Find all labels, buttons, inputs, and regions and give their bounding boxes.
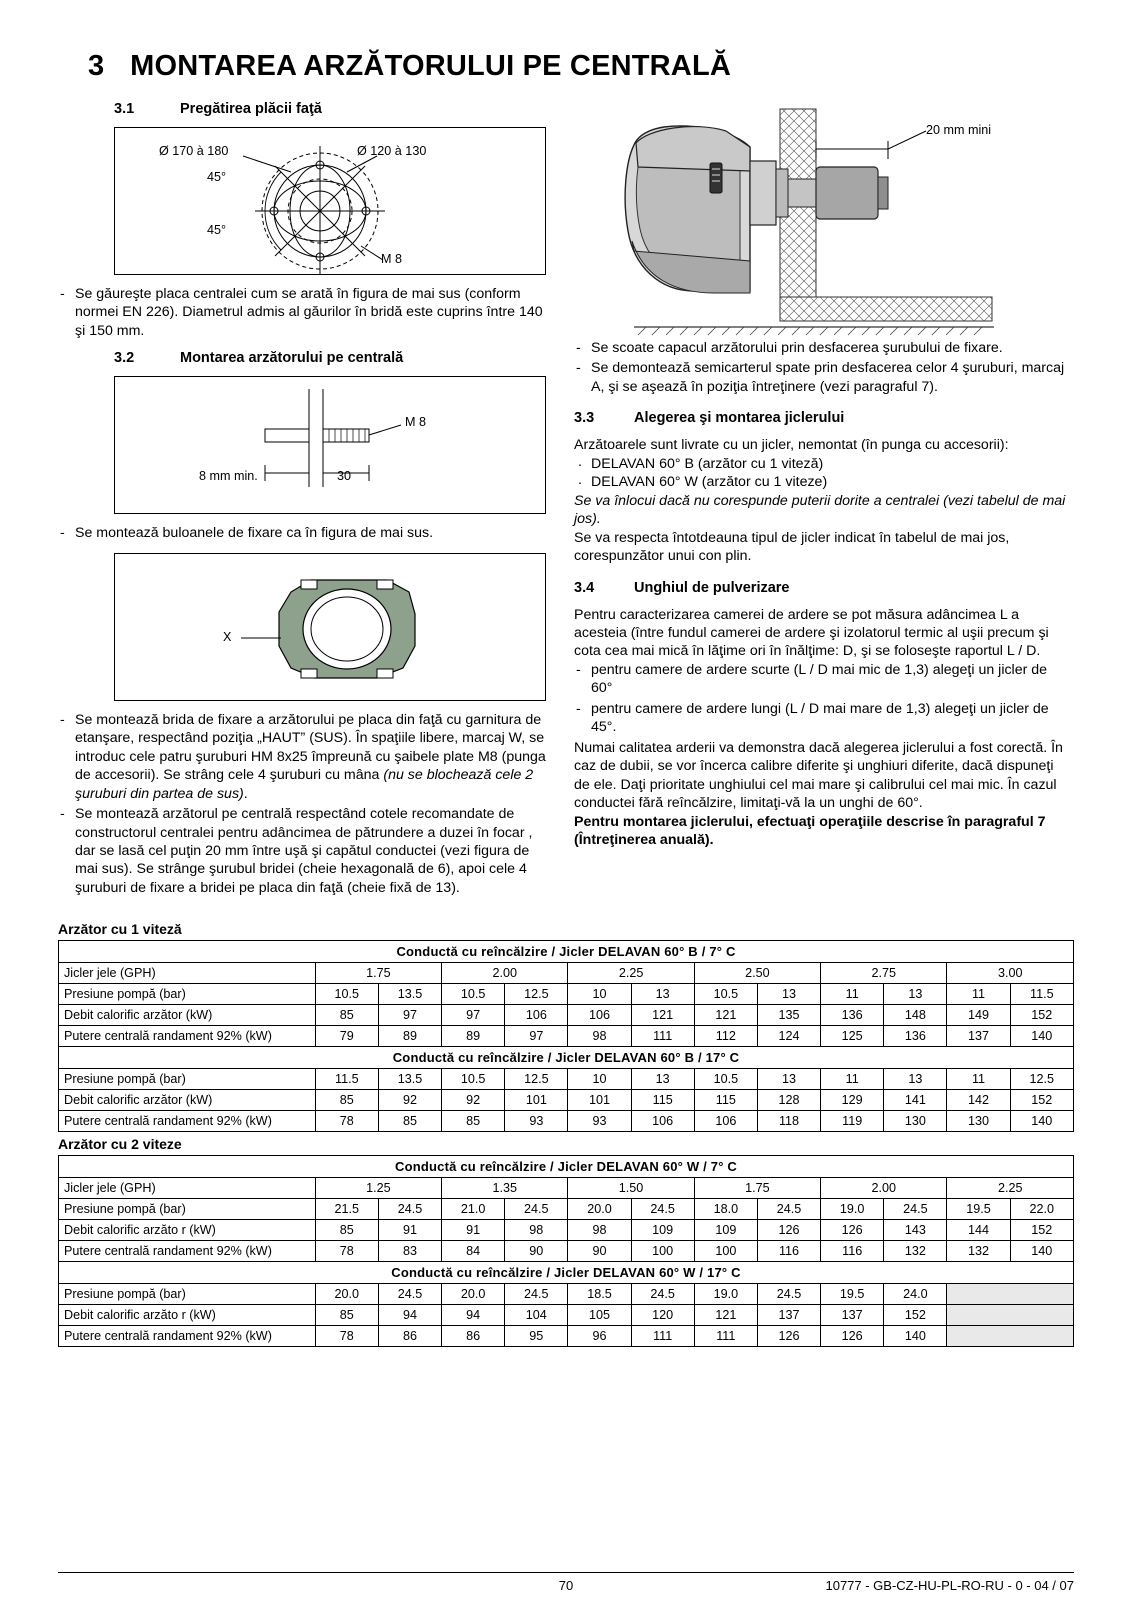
cell: 101 (568, 1090, 631, 1111)
cell: 24.5 (505, 1199, 568, 1220)
cell: 10 (568, 1069, 631, 1090)
table-row (59, 1090, 1074, 1111)
two-column-body (58, 101, 1074, 907)
figure-stud-bolt (114, 376, 546, 514)
cell: 97 (505, 1026, 568, 1047)
cell: 152 (884, 1305, 947, 1326)
cell: 18.0 (694, 1199, 757, 1220)
cell-empty (947, 1284, 1074, 1305)
bullet-remove-cover: - Se scoate capacul arzătorului prin desfacerea şurubului de fixare. (574, 339, 1066, 357)
cell: 109 (631, 1220, 694, 1241)
cell: 126 (821, 1220, 884, 1241)
figure2-label-min: 8 mm min. (199, 469, 258, 484)
table-1a-header: Conductă cu reîncălzire / Jicler DELAVAN 60° B / 7° C (59, 941, 1074, 963)
cell: 20.0 (315, 1284, 378, 1305)
cell: 129 (821, 1090, 884, 1111)
cell: 24.5 (505, 1284, 568, 1305)
cell: 86 (442, 1326, 505, 1347)
section-3-1-number: 3.1 (114, 101, 135, 117)
table-row (59, 1305, 1074, 1326)
figure-flange-drilling (114, 127, 546, 275)
cell: 21.5 (315, 1199, 378, 1220)
cell: 85 (315, 1220, 378, 1241)
cell-empty (947, 1326, 1074, 1347)
cell: 89 (378, 1026, 441, 1047)
table-row-header (59, 1156, 1074, 1178)
bullet-mount-flange-part1: Se montează brida de fixare a arzătorului pe placa din faţă cu garnitura de etanşare, respectând poziţia „HAUT” (SUS). În spaţiile libere, marcaj W, se introduc cele patru şuruburi HM 8x25 împreună cu şaibele plate M8 (punga de accesorii). Se strâng cele 4 şuruburi cu mâna (75, 711, 546, 784)
figure2-label-m8: M 8 (405, 415, 426, 430)
para-nozzle-replace-note: Se va înlocui dacă nu corespunde puterii dorite a centralei (vezi tabelul de mai jos). (574, 492, 1066, 528)
cell: 130 (947, 1111, 1010, 1132)
cell: 1.35 (442, 1178, 568, 1199)
cell: 100 (694, 1241, 757, 1262)
table-burner-1-speed (58, 940, 1074, 1132)
bullet-long-chamber: - pentru camere de ardere lungi (L / D mai mare de 1,3) alegeţi un jicler de 45°. (574, 700, 1066, 737)
nozzle-list (574, 455, 1066, 492)
row-label-debit: Debit calorific arzăto r (kW) (59, 1220, 316, 1241)
left-bullets-1 (58, 285, 546, 340)
left-bullets-3 (58, 711, 546, 898)
cell: 2.25 (947, 1178, 1074, 1199)
cell: 11 (821, 984, 884, 1005)
cell: 19.5 (821, 1284, 884, 1305)
cell: 13 (884, 984, 947, 1005)
row-label-putere: Putere centrală randament 92% (kW) (59, 1111, 316, 1132)
cell: 98 (568, 1220, 631, 1241)
table-row-header (59, 941, 1074, 963)
table-row (59, 1220, 1074, 1241)
cell: 24.5 (757, 1284, 820, 1305)
cell: 96 (568, 1326, 631, 1347)
cell: 115 (631, 1090, 694, 1111)
row-label-jicler: Jicler jele (GPH) (59, 1178, 316, 1199)
cell: 93 (568, 1111, 631, 1132)
cell: 84 (442, 1241, 505, 1262)
row-label-presiune: Presiune pompă (bar) (59, 1069, 316, 1090)
cell: 98 (505, 1220, 568, 1241)
cell: 22.0 (1010, 1199, 1073, 1220)
figure2-label-length: 30 (337, 469, 352, 484)
section-3-2-heading (114, 350, 546, 366)
table-row (59, 1199, 1074, 1220)
section-3-4-title: Unghiul de pulverizare (634, 579, 790, 596)
cell: 12.5 (505, 1069, 568, 1090)
cell: 111 (631, 1026, 694, 1047)
cell: 20.0 (568, 1199, 631, 1220)
cell: 135 (757, 1005, 820, 1026)
para-nozzle-table-note: Se va respecta întotdeauna tipul de jicler indicat în tabelul de mai jos, corespunzător unui con plin. (574, 529, 1010, 565)
cell: 19.0 (694, 1284, 757, 1305)
cell: 18.5 (568, 1284, 631, 1305)
cell: 94 (378, 1305, 441, 1326)
figure1-label-inner-diameter: Ø 120 à 130 (357, 144, 427, 158)
cell: 90 (505, 1241, 568, 1262)
cell: 126 (821, 1326, 884, 1347)
table-row (59, 984, 1074, 1005)
cell: 13 (757, 1069, 820, 1090)
cell: 24.5 (631, 1284, 694, 1305)
cell: 11 (947, 984, 1010, 1005)
table-row (59, 1005, 1074, 1026)
cell: 140 (1010, 1026, 1073, 1047)
cell: 119 (821, 1111, 884, 1132)
cell: 10.5 (694, 984, 757, 1005)
cell: 91 (378, 1220, 441, 1241)
cell: 1.25 (315, 1178, 441, 1199)
table-row-header (59, 1047, 1074, 1069)
table-row (59, 1326, 1074, 1347)
cell-empty (947, 1305, 1074, 1326)
cell: 121 (631, 1005, 694, 1026)
cell: 143 (884, 1220, 947, 1241)
cell: 85 (378, 1111, 441, 1132)
cell: 128 (757, 1090, 820, 1111)
cell: 13.5 (378, 1069, 441, 1090)
cell: 144 (947, 1220, 1010, 1241)
section-3-3-heading (574, 410, 1066, 426)
bullet-mount-flange (58, 711, 546, 803)
cell: 101 (505, 1090, 568, 1111)
cell: 13 (884, 1069, 947, 1090)
cell: 98 (568, 1026, 631, 1047)
cell: 85 (442, 1111, 505, 1132)
bullet-drill-plate: - Se găureşte placa centralei cum se arată în figura de mai sus (conform normei EN 226). Diametrul admis al găurilor în bridă este cuprins între 140 şi 150 mm. (58, 285, 546, 340)
cell: 19.5 (947, 1199, 1010, 1220)
table-row-header (59, 1262, 1074, 1284)
right-column (574, 101, 1066, 907)
cell: 112 (694, 1026, 757, 1047)
table-2a-header: Conductă cu reîncălzire / Jicler DELAVAN 60° W / 7° C (59, 1156, 1074, 1178)
cell: 152 (1010, 1005, 1073, 1026)
row-label-debit: Debit calorific arzător (kW) (59, 1005, 316, 1026)
cell: 85 (315, 1005, 378, 1026)
cell: 2.25 (568, 963, 694, 984)
cell: 24.0 (884, 1284, 947, 1305)
cell: 20.0 (442, 1284, 505, 1305)
row-label-jicler: Jicler jele (GPH) (59, 963, 316, 984)
cell: 10 (568, 984, 631, 1005)
cell: 86 (378, 1326, 441, 1347)
cell: 121 (694, 1005, 757, 1026)
cell: 140 (884, 1326, 947, 1347)
cell: 126 (757, 1326, 820, 1347)
bullet-mount-burner: - Se montează arzătorul pe centrală respectând cotele recomandate de constructorul centralei pentru adâncimea de pătrundere a duzei în focar , dar se lasă cel puţin 20 mm între uşă şi capătul conductei (vezi figura de mai sus). Se strânge şurubul bridei (cheie hexagonală de 6), apoi cele 4 şuruburi de fixare a bridei pe placa din faţă (cheie fixă de 13). (58, 805, 546, 897)
figure-fixing-flange (114, 553, 546, 701)
section-3-3-number: 3.3 (574, 410, 595, 427)
cell: 11.5 (315, 1069, 378, 1090)
cell: 116 (821, 1241, 884, 1262)
para-spray-angle-intro: Pentru caracterizarea camerei de ardere se pot măsura adâncimea L a acesteia (între fundul camerei de ardere şi izolatorul termic al uşii precum şi cota cea mai mică în lăţime ori în înălţime: D, şi se foloseşte raportul L / D. (574, 606, 1049, 660)
cell: 116 (757, 1241, 820, 1262)
cell: 83 (378, 1241, 441, 1262)
cell: 12.5 (1010, 1069, 1073, 1090)
cell: 1.75 (694, 1178, 820, 1199)
row-label-putere: Putere centrală randament 92% (kW) (59, 1326, 316, 1347)
cell: 13 (631, 984, 694, 1005)
cell: 2.00 (821, 1178, 947, 1199)
cell: 121 (694, 1305, 757, 1326)
cell: 78 (315, 1241, 378, 1262)
figure-burner-on-boiler (574, 101, 1066, 351)
bullet-remove-casing: - Se demontează semicarterul spate prin desfacerea celor 4 şuruburi, marcaj A, şi se aşează în poziţia întreţinere (vezi paragraful 7). (574, 359, 1066, 396)
section-3-2-title: Montarea arzătorului pe centrală (180, 350, 404, 367)
cell: 90 (568, 1241, 631, 1262)
cell: 92 (378, 1090, 441, 1111)
cell: 132 (884, 1241, 947, 1262)
table-row (59, 1178, 1074, 1199)
bullet-mount-flange-italic: (nu se blochează cele 2 şuruburi din partea de sus) (75, 767, 534, 802)
cell: 10.5 (442, 984, 505, 1005)
cell: 13 (757, 984, 820, 1005)
cell: 94 (442, 1305, 505, 1326)
cell: 13.5 (378, 984, 441, 1005)
figure1-label-outer-diameter: Ø 170 à 180 (159, 144, 229, 158)
section-3-4-number: 3.4 (574, 579, 595, 596)
figure3-label-x: X (223, 629, 232, 644)
para-combustion-quality: Numai calitatea arderii va demonstra dacă alegerea jiclerului a fost corectă. În caz de dubii, se vor încerca calibre diferite şi unghiuri diferite, dacă dispuneţi de ele. Daţi prioritate unghiului cel mai mare şi calibrului cel mai mic. În cazul conductei fără reîncălzire, limitaţi-vă la un unghi de 60°. (574, 739, 1063, 812)
cell: 137 (757, 1305, 820, 1326)
row-label-debit: Debit calorific arzător (kW) (59, 1090, 316, 1111)
cell: 142 (947, 1090, 1010, 1111)
cell: 89 (442, 1026, 505, 1047)
figure1-label-angle-top: 45° (207, 170, 227, 184)
page-number: 70 (558, 1578, 574, 1593)
cell: 11 (821, 1069, 884, 1090)
table-row (59, 1241, 1074, 1262)
cell: 111 (631, 1326, 694, 1347)
cell: 136 (821, 1005, 884, 1026)
cell: 10.5 (315, 984, 378, 1005)
cell: 97 (442, 1005, 505, 1026)
cell: 105 (568, 1305, 631, 1326)
cell: 10.5 (442, 1069, 505, 1090)
cell: 1.50 (568, 1178, 694, 1199)
chapter-heading (88, 50, 1074, 83)
cell: 115 (694, 1090, 757, 1111)
cell: 24.5 (378, 1284, 441, 1305)
cell: 106 (631, 1111, 694, 1132)
cell: 11.5 (1010, 984, 1073, 1005)
cell: 85 (315, 1305, 378, 1326)
cell: 78 (315, 1111, 378, 1132)
cell: 2.00 (442, 963, 568, 984)
table-1-caption: Arzător cu 1 viteză (58, 921, 182, 938)
table-burner-2-speed (58, 1155, 1074, 1347)
cell: 148 (884, 1005, 947, 1026)
document-reference: 10777 - GB-CZ-HU-PL-RO-RU - 0 - 04 / 07 (825, 1578, 1074, 1593)
cell: 78 (315, 1326, 378, 1347)
cell: 140 (1010, 1241, 1073, 1262)
cell: 137 (821, 1305, 884, 1326)
bullet-mount-flange-part2: . (243, 785, 248, 802)
cell: 104 (505, 1305, 568, 1326)
left-column (58, 101, 546, 907)
nozzle-option-b: . DELAVAN 60° B (arzător cu 1 viteză) (574, 455, 1066, 473)
cell: 13 (631, 1069, 694, 1090)
cell: 118 (757, 1111, 820, 1132)
table-2-caption: Arzător cu 2 viteze (58, 1136, 182, 1153)
cell: 24.5 (378, 1199, 441, 1220)
cell: 132 (947, 1241, 1010, 1262)
bullet-short-chamber: - pentru camere de ardere scurte (L / D mai mic de 1,3) alegeţi un jicler de 60° (574, 661, 1066, 698)
cell: 124 (757, 1026, 820, 1047)
cell: 3.00 (947, 963, 1074, 984)
cell: 1.75 (315, 963, 441, 984)
chapter-title: MONTAREA ARZĂTORULUI PE CENTRALĂ (130, 50, 732, 82)
cell: 91 (442, 1220, 505, 1241)
cell: 136 (884, 1026, 947, 1047)
cell: 130 (884, 1111, 947, 1132)
cell: 109 (694, 1220, 757, 1241)
table-row (59, 1111, 1074, 1132)
chapter-number: 3 (88, 50, 105, 82)
cell: 2.50 (694, 963, 820, 984)
cell: 152 (1010, 1090, 1073, 1111)
para-nozzle-mount-bold: Pentru montarea jiclerului, efectuaţi operaţiile descrise în paragraful 7 (Întreţinerea anuală). (574, 813, 1046, 848)
section-3-1-title: Pregătirea plăcii faţă (180, 101, 322, 117)
table-row (59, 963, 1074, 984)
cell: 152 (1010, 1220, 1073, 1241)
cell: 21.0 (442, 1199, 505, 1220)
table-row (59, 1284, 1074, 1305)
cell: 137 (947, 1026, 1010, 1047)
spray-angle-bullets (574, 661, 1066, 737)
cell: 24.5 (884, 1199, 947, 1220)
section-3-4-heading (574, 580, 1066, 596)
cell: 19.0 (821, 1199, 884, 1220)
para-nozzle-intro: Arzătoarele sunt livrate cu un jicler, nemontat (în punga cu accesorii): (574, 437, 1009, 454)
cell: 149 (947, 1005, 1010, 1026)
table-row (59, 1026, 1074, 1047)
cell: 141 (884, 1090, 947, 1111)
cell: 79 (315, 1026, 378, 1047)
figure1-label-m8: M 8 (381, 252, 402, 266)
cell: 95 (505, 1326, 568, 1347)
cell: 97 (378, 1005, 441, 1026)
row-label-presiune: Presiune pompă (bar) (59, 984, 316, 1005)
row-label-debit: Debit calorific arzăto r (kW) (59, 1305, 316, 1326)
cell: 93 (505, 1111, 568, 1132)
cell: 24.5 (631, 1199, 694, 1220)
cell: 111 (694, 1326, 757, 1347)
cell: 12.5 (505, 984, 568, 1005)
section-3-3-title: Alegerea şi montarea jiclerului (634, 410, 845, 427)
row-label-presiune: Presiune pompă (bar) (59, 1199, 316, 1220)
section-3-2-number: 3.2 (114, 350, 135, 367)
page-footer (58, 1572, 1074, 1593)
cell: 106 (505, 1005, 568, 1026)
table-row (59, 1069, 1074, 1090)
cell: 85 (315, 1090, 378, 1111)
cell: 140 (1010, 1111, 1073, 1132)
cell: 125 (821, 1026, 884, 1047)
cell: 126 (757, 1220, 820, 1241)
row-label-putere: Putere centrală randament 92% (kW) (59, 1026, 316, 1047)
cell: 92 (442, 1090, 505, 1111)
cell: 2.75 (821, 963, 947, 984)
figure4-label-20mm-mini: 20 mm mini (926, 123, 992, 137)
cell: 11 (947, 1069, 1010, 1090)
left-bullets-2 (58, 524, 546, 542)
table-1b-header: Conductă cu reîncălzire / Jicler DELAVAN 60° B / 17° C (59, 1047, 1074, 1069)
bullet-mount-bolts: - Se montează buloanele de fixare ca în figura de mai sus. (58, 524, 546, 542)
cell: 100 (631, 1241, 694, 1262)
nozzle-option-w: . DELAVAN 60° W (arzător cu 1 viteze) (574, 473, 1066, 491)
figure1-label-angle-bottom: 45° (207, 223, 227, 237)
cell: 10.5 (694, 1069, 757, 1090)
cell: 106 (694, 1111, 757, 1132)
cell: 106 (568, 1005, 631, 1026)
cell: 120 (631, 1305, 694, 1326)
row-label-putere: Putere centrală randament 92% (kW) (59, 1241, 316, 1262)
section-3-1-heading (114, 101, 546, 117)
right-bullets-1 (574, 339, 1066, 396)
cell: 24.5 (757, 1199, 820, 1220)
row-label-presiune: Presiune pompă (bar) (59, 1284, 316, 1305)
table-2b-header: Conductă cu reîncălzire / Jicler DELAVAN 60° W / 17° C (59, 1262, 1074, 1284)
